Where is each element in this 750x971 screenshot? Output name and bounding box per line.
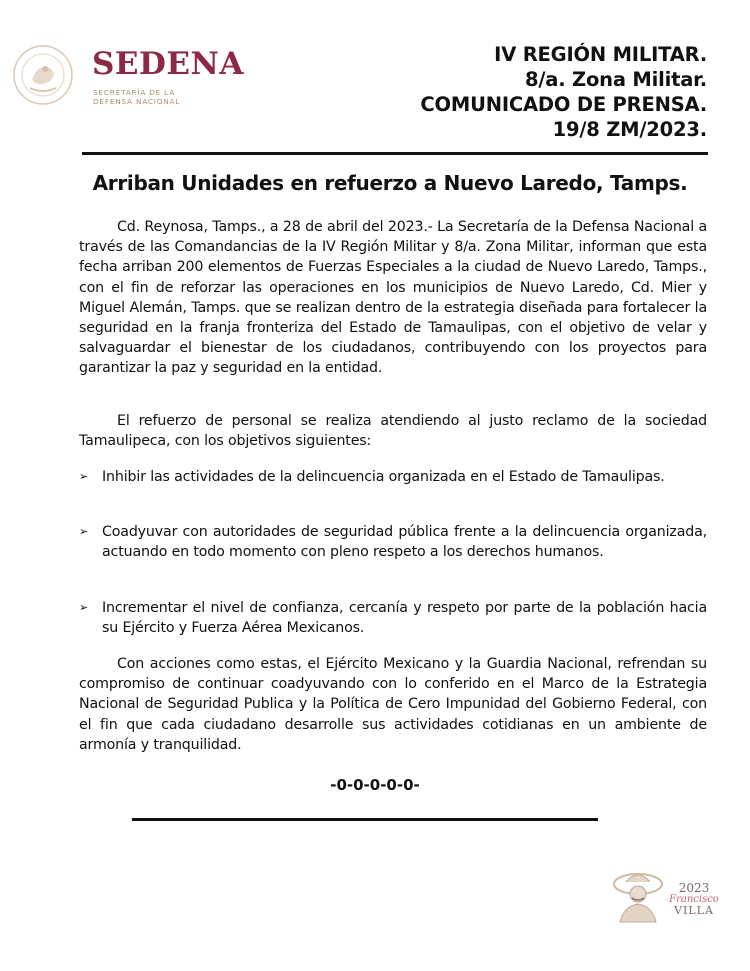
header-region: IV REGIÓN MILITAR.: [494, 43, 707, 66]
sombrero-portrait-icon: [612, 868, 668, 926]
arrow-bullet-icon: ➢: [79, 525, 89, 538]
sedena-logo: [12, 40, 242, 110]
list-item-text: Coadyuvar con autoridades de seguridad pública frente a la delincuencia organizada, actuando en todo momento con pleno respeto a los derechos humanos.: [102, 524, 707, 561]
sedena-subtitle: [93, 88, 180, 106]
sedena-wordmark: SEDENA: [92, 46, 244, 82]
subtitle-line-2: DEFENSA NACIONAL: [93, 97, 181, 106]
document-header: [420, 42, 707, 142]
page-title: Arriban Unidades en refuerzo a Nuevo Laredo, Tamps.: [92, 171, 688, 195]
paragraph-conclusion: [79, 654, 707, 755]
francisco-villa-2023-logo: [612, 868, 724, 926]
arrow-bullet-icon: ➢: [79, 470, 89, 483]
paragraph-intro: [79, 217, 707, 379]
header-doc-number: 19/8 ZM/2023.: [552, 118, 707, 141]
paragraph-objectives-intro: [79, 411, 707, 451]
list-item-text: Incrementar el nivel de confianza, cercanía y respeto por parte de la población hacia su Ejército y Fuerza Aérea Mexicanos.: [102, 600, 707, 637]
header-zone: 8/a. Zona Militar.: [525, 68, 707, 91]
vila-year: 2023: [678, 881, 710, 895]
vila-name-last: VILLA: [674, 904, 714, 917]
header-doc-type: COMUNICADO DE PRENSA.: [420, 93, 707, 116]
list-item-text: Inhibir las actividades de la delincuencia organizada en el Estado de Tamaulipas.: [102, 469, 665, 485]
list-item: [79, 467, 707, 487]
list-item: [79, 522, 707, 562]
vila-text: [666, 882, 722, 916]
vila-name-first: Francisco: [669, 894, 719, 905]
list-item: [79, 598, 707, 638]
paragraph-text: Con acciones como estas, el Ejército Mexicano y la Guardia Nacional, refrendan su compromiso de continuar coadyuvando con lo conferido en el Marco de la Estrategia Nacional de Seguridad Publica y la Política de Cero Impunidad del Gobierno Federal, con el fin que cada ciudadano desarrolle sus actividades cotidianas en un ambiente de armonía y tranquilidad.: [79, 656, 707, 753]
footer-divider: [132, 818, 598, 821]
arrow-bullet-icon: ➢: [79, 601, 89, 614]
closing-mark: -0-0-0-0-0-: [330, 776, 420, 794]
paragraph-text: Cd. Reynosa, Tamps., a 28 de abril del 2023.- La Secretaría de la Defensa Nacional a través de las Comandancias de la IV Región Militar y 8/a. Zona Militar, informan que esta fecha arriban 200 elementos de Fuerzas Especiales a la ciudad de Nuevo Laredo, Tamps., con el fin de reforzar las operaciones en los municipios de Nuevo Laredo, Cd. Mier y Miguel Alemán, Tamps. que se realizan dentro de la estrategia diseñada para fortalecer la seguridad en la franja fronteriza del Estado de Tamaulipas, con el objetivo de velar y salvaguardar el bienestar de los ciudadanos, contribuyendo con los proyectos para garantizar la paz y seguridad en la entidad.: [79, 219, 707, 377]
national-seal-icon: [12, 44, 74, 106]
paragraph-text: El refuerzo de personal se realiza atendiendo al justo reclamo de la sociedad Tamaulipeca, con los objetivos siguientes:: [79, 413, 707, 450]
subtitle-line-1: SECRETARÍA DE LA: [93, 88, 176, 97]
header-divider: [82, 152, 708, 155]
